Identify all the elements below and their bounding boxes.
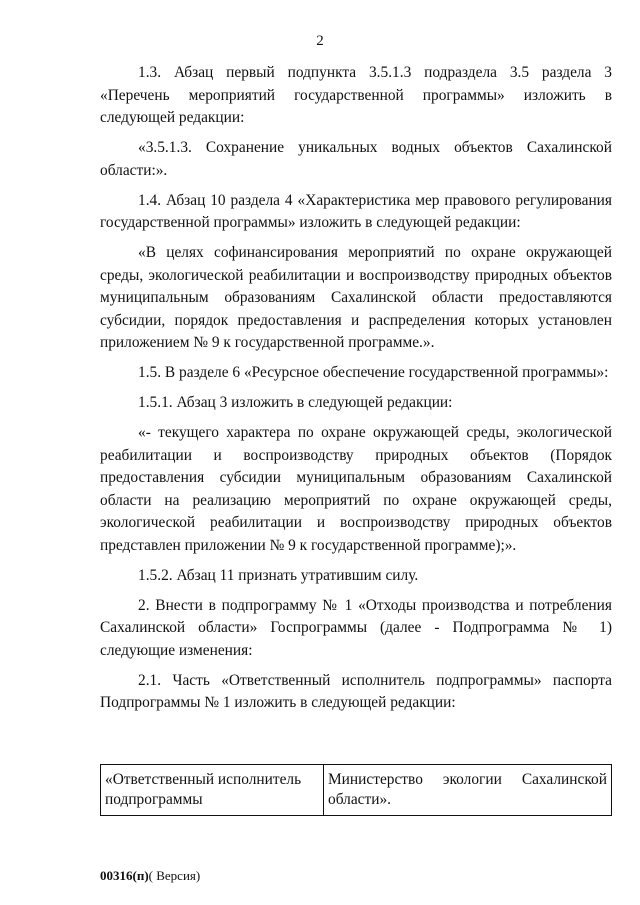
document-code-number: 00316(п) — [100, 868, 149, 883]
paragraph-1-5: 1.5. В разделе 6 «Ресурсное обеспечение государственной программы»: — [138, 364, 609, 381]
document-body — [100, 62, 612, 722]
paragraph-3-5-1-3: «3.5.1.3. Сохранение уникальных водных объектов Сахалинской области:». — [100, 139, 612, 179]
document-code — [100, 868, 200, 884]
paragraph-1-4: 1.4. Абзац 10 раздела 4 «Характеристика мер правового регулирования государственной программы» изложить в следующей редакции: — [100, 191, 612, 231]
paragraph-1-3: 1.3. Абзац первый подпункта 3.5.1.3 подраздела 3.5 раздела 3 «Перечень мероприятий государственной программы» изложить в следующей редакции: — [100, 64, 612, 126]
table-cell-label: «Ответственный исполнитель подпрограммы — [101, 765, 324, 816]
paragraph-1-5-1: 1.5.1. Абзац 3 изложить в следующей редакции: — [138, 394, 453, 411]
table-row — [101, 765, 612, 816]
table-cell-value: Министерство экологии Сахалинской области». — [324, 765, 612, 816]
paragraph-quote-cofinancing: «В целях софинансирования мероприятий по охране окружающей среды, экологической реабилитации и воспроизводству природных объектов муниципальным образованиям Сахалинской области предоставляются субсидии, порядок предоставления и распределения которых установлен приложением № 9 к государственной программе.». — [100, 244, 612, 351]
paragraph-2: 2. Внести в подпрограмму № 1 «Отходы производства и потребления Сахалинской области» Госпрограммы (далее - Подпрограмма № 1) следующие изменения: — [100, 596, 612, 659]
paragraph-2-1: 2.1. Часть «Ответственный исполнитель подпрограммы» паспорта Подпрограммы № 1 изложить в следующей редакции: — [100, 671, 612, 711]
document-version: ( Версия) — [148, 868, 201, 883]
paragraph-quote-current: «- текущего характера по охране окружающей среды, экологической реабилитации и воспроизводству природных объектов (Порядок предоставления субсидии муниципальным образованиям Сахалинской области на реализацию мероприятий по охране окружающей среды, экологической реабилитации и воспроизводству природных объектов представлен приложении № 9 к государственной программе);». — [100, 424, 612, 554]
paragraph-1-5-2: 1.5.2. Абзац 11 признать утратившим силу. — [138, 566, 419, 584]
responsible-executor-table — [100, 764, 612, 816]
page-number: 2 — [316, 33, 324, 49]
